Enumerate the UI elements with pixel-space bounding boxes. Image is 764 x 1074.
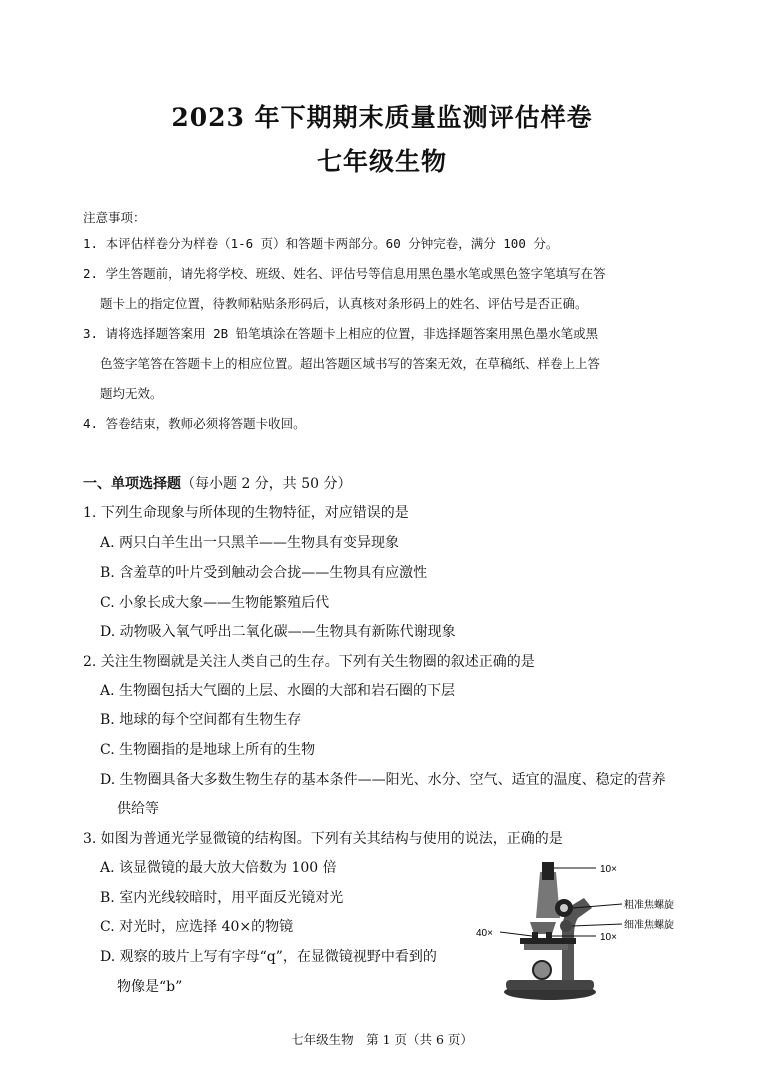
q3-option-d-cont: 物像是“b” <box>117 979 183 995</box>
q2-option-a: A. 生物圈包括大气圈的上层、水圈的大部和岩石圈的下层 <box>100 683 456 699</box>
notice-line-2-cont: 题卡上的指定位置，待教师粘贴条形码后，认真核对条形码上的姓名、评估号是否正确。 <box>100 296 588 311</box>
q2-option-d-cont: 供给等 <box>117 801 159 817</box>
q3-stem: 3. 如图为普通光学显微镜的结构图。下列有关其结构与使用的说法，正确的是 <box>83 831 563 847</box>
notice-line-3-cont: 色签字笔答在答题卡上的相应位置。超出答题区域书写的答案无效，在草稿纸、样卷上上答 <box>100 356 601 371</box>
q3-option-d: D. 观察的玻片上写有字母“q”，在显微镜视野中看到的 <box>100 949 437 965</box>
section-title: 一、单项选择题 <box>83 476 181 492</box>
label-coarse-adjustment: 粗准焦螺旋 <box>624 900 674 911</box>
q2-option-b: B. 地球的每个空间都有生物生存 <box>100 712 302 728</box>
label-eyepiece: 10× <box>600 864 617 875</box>
q3-option-b: B. 室内光线较暗时，用平面反光镜对光 <box>100 890 344 906</box>
notice-line-3-cont2: 题均无效。 <box>100 386 163 401</box>
notice-line-1: 1. 本评估样卷分为样卷（1-6 页）和答题卡两部分。60 分钟完卷，满分 100 分。 <box>83 236 559 251</box>
q3-option-c: C. 对光时，应选择 40×的物镜 <box>100 919 294 935</box>
notice-heading: 注意事项： <box>83 210 146 225</box>
q2-stem: 2. 关注生物圈就是关注人类自己的生存。下列有关生物圈的叙述正确的是 <box>83 654 535 670</box>
notice-line-3: 3. 请将选择题答案用 2B 铅笔填涂在答题卡上相应的位置，非选择题答案用黑色墨水笔或黑 <box>83 326 599 341</box>
section-heading <box>83 474 352 494</box>
microscope-figure <box>470 852 720 1002</box>
q2-option-c: C. 生物圈指的是地球上所有的生物 <box>100 742 316 758</box>
page-subtitle: 七年级生物 <box>316 147 447 176</box>
q1-option-b: B. 含羞草的叶片受到触动会合拢——生物具有应激性 <box>100 565 428 581</box>
label-fine-adjustment: 细准焦螺旋 <box>624 920 674 931</box>
q3-option-a: A. 该显微镜的最大放大倍数为 100 倍 <box>100 860 337 876</box>
label-objective-left: 40× <box>476 928 493 939</box>
q1-option-d: D. 动物吸入氧气呼出二氧化碳——生物具有新陈代谢现象 <box>100 624 456 640</box>
page-footer: 七年级生物 第 1 页（共 6 页） <box>291 1032 473 1047</box>
q1-option-c: C. 小象长成大象——生物能繁殖后代 <box>100 595 330 611</box>
section-note: （每小题 2 分，共 50 分） <box>181 476 352 492</box>
page-title: 2023 年下期期末质量监测评估样卷 <box>171 103 593 132</box>
q1-stem: 1. 下列生命现象与所体现的生物特征，对应错误的是 <box>83 505 409 521</box>
q2-option-d: D. 生物圈具备大多数生物生存的基本条件——阳光、水分、空气、适宜的温度、稳定的营养 <box>100 772 666 788</box>
q1-option-a: A. 两只白羊生出一只黑羊——生物具有变异现象 <box>100 535 400 551</box>
notice-line-2: 2. 学生答题前，请先将学校、班级、姓名、评估号等信息用黑色墨水笔或黑色签字笔填写在答 <box>83 266 606 281</box>
label-objective-right: 10× <box>600 932 617 943</box>
notice-line-4: 4. 答卷结束，教师必须将答题卡收回。 <box>83 416 306 431</box>
